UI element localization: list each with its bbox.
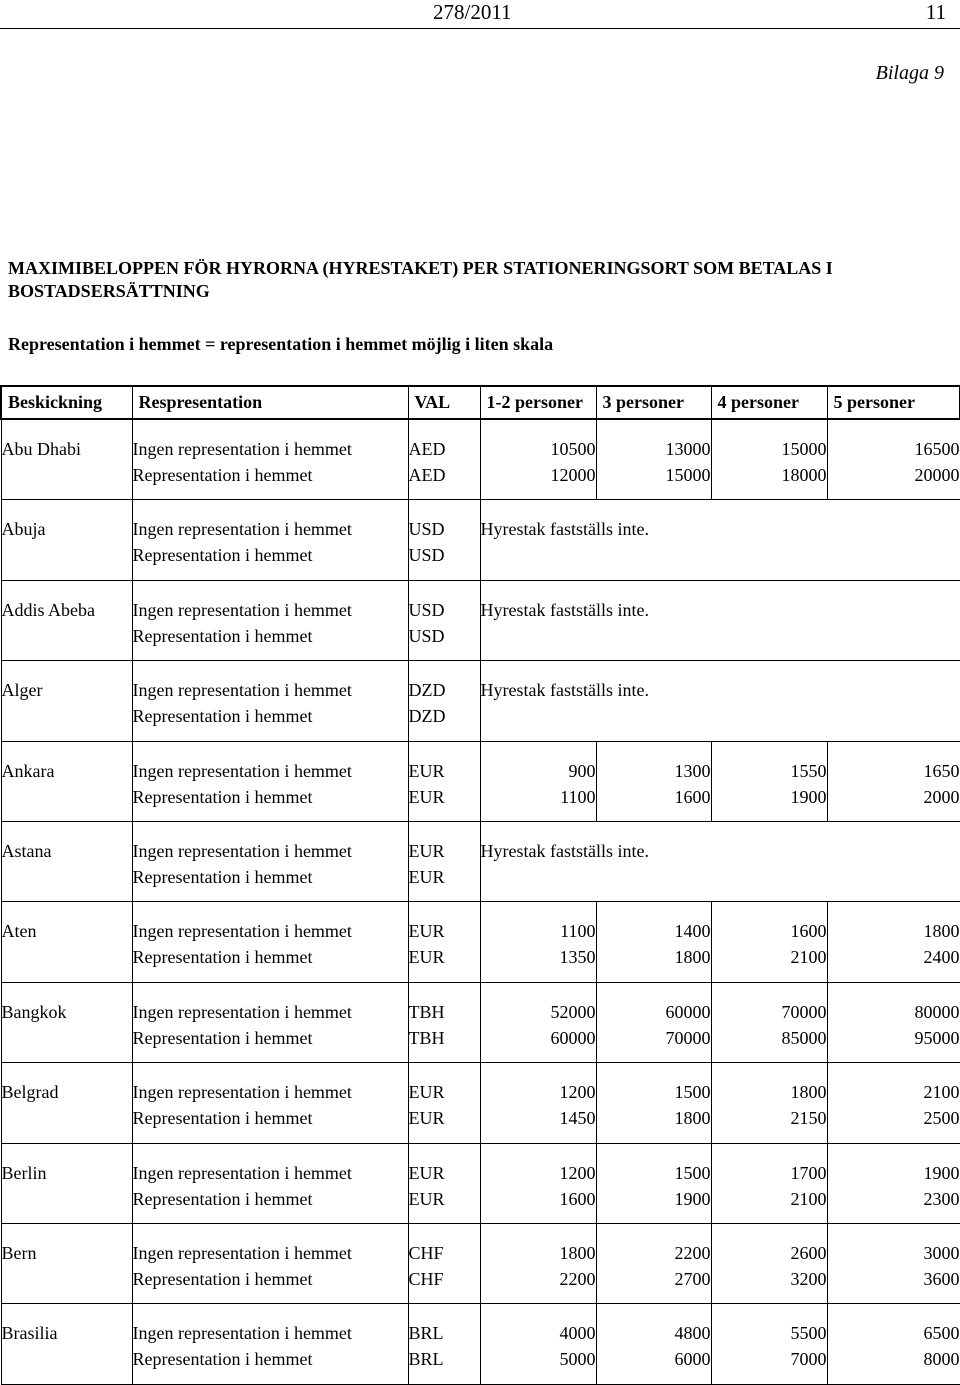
currency-cell-line: EUR: [408, 921, 445, 942]
currency-cell: [408, 982, 480, 1062]
mission-cell-line: Astana: [1, 840, 52, 861]
rent-cap-table: [0, 385, 960, 1385]
mission-cell-line: Abuja: [1, 519, 46, 540]
rent-5-persons: [827, 1223, 960, 1303]
currency-cell: [408, 1063, 480, 1143]
rent-5-persons-line: 3600: [923, 1268, 960, 1289]
rent-3-persons: [596, 1143, 711, 1223]
rent-3-persons-line: 1500: [674, 1162, 711, 1183]
rent-1-2-persons: [480, 1143, 596, 1223]
mission-cell: [1, 419, 132, 500]
currency-cell-line: EUR: [408, 760, 445, 781]
rent-cap-note: [480, 661, 960, 741]
rent-5-persons-line: 1900: [923, 1162, 960, 1183]
rent-4-persons-line: 2600: [790, 1242, 827, 1263]
rent-5-persons: [827, 1304, 960, 1384]
table-row: [1, 982, 960, 1062]
rent-3-persons: [596, 1304, 711, 1384]
representation-cell-line: Ingen representation i hemmet: [132, 1242, 352, 1263]
rent-3-persons-line: 2700: [674, 1268, 711, 1289]
currency-cell: [408, 1223, 480, 1303]
currency-cell-line: BRL: [408, 1323, 444, 1344]
rent-4-persons-line: 7000: [790, 1349, 827, 1370]
rent-4-persons-line: 2100: [790, 947, 827, 968]
rent-1-2-persons: [480, 1304, 596, 1384]
rent-4-persons-line: 1550: [790, 760, 827, 781]
representation-cell-line: Representation i hemmet: [132, 706, 313, 727]
currency-cell: [408, 821, 480, 901]
mission-cell-line: Addis Abeba: [1, 599, 95, 620]
rent-1-2-persons: [480, 1063, 596, 1143]
currency-cell-line: EUR: [408, 1188, 445, 1209]
table-row: [1, 1223, 960, 1303]
currency-cell-line: EUR: [408, 786, 445, 807]
rent-4-persons: [711, 1223, 827, 1303]
rent-1-2-persons-line: 1100: [560, 786, 596, 807]
rent-3-persons-line: 1500: [674, 1082, 711, 1103]
mission-cell: [1, 1304, 132, 1384]
representation-cell-line: Ingen representation i hemmet: [132, 760, 352, 781]
mission-cell-line: Bern: [1, 1242, 37, 1263]
representation-cell: [132, 661, 408, 741]
rent-3-persons-line: 1300: [674, 760, 711, 781]
table-body: [1, 419, 960, 1384]
rent-4-persons: [711, 1063, 827, 1143]
rent-5-persons-line: 2300: [923, 1188, 960, 1209]
rent-4-persons: [711, 902, 827, 982]
rent-3-persons: [596, 902, 711, 982]
rent-5-persons-line: 3000: [923, 1242, 960, 1263]
rent-1-2-persons-line: 5000: [559, 1349, 596, 1370]
rent-1-2-persons: [480, 1223, 596, 1303]
column-header-representation: Respresentation: [132, 386, 408, 419]
rent-5-persons-line: 1800: [923, 921, 960, 942]
rent-3-persons-line: 1800: [674, 947, 711, 968]
representation-cell-line: Ingen representation i hemmet: [132, 1323, 352, 1344]
currency-cell-line: USD: [408, 599, 445, 620]
rent-1-2-persons: [480, 419, 596, 500]
rent-5-persons: [827, 1143, 960, 1223]
representation-cell-line: Ingen representation i hemmet: [132, 519, 352, 540]
representation-cell-line: Representation i hemmet: [132, 1188, 313, 1209]
representation-cell-line: Representation i hemmet: [132, 465, 313, 485]
rent-4-persons: [711, 982, 827, 1062]
rent-3-persons-line: 1900: [674, 1188, 711, 1209]
representation-cell: [132, 1143, 408, 1223]
mission-cell: [1, 500, 132, 580]
currency-cell-line: EUR: [408, 947, 445, 968]
page-subtitle: Representation i hemmet = representation i hemmet möjlig i liten skala: [8, 334, 554, 354]
mission-cell: [1, 902, 132, 982]
representation-cell-line: Representation i hemmet: [132, 625, 313, 646]
rent-5-persons-line: 80000: [914, 1001, 960, 1022]
page-title: MAXIMIBELOPPEN FÖR HYRORNA (HYRESTAKET) PER STATIONERINGSORT SOM BETALAS I BOSTADSERSÄTTNING: [8, 258, 833, 301]
currency-cell-line: EUR: [408, 1162, 445, 1183]
rent-4-persons-line: 5500: [790, 1323, 827, 1344]
representation-cell-line: Representation i hemmet: [132, 786, 313, 807]
representation-cell-line: Ingen representation i hemmet: [132, 921, 352, 942]
rent-3-persons-line: 4800: [674, 1323, 711, 1344]
representation-cell-line: Representation i hemmet: [132, 1349, 313, 1370]
currency-cell-line: DZD: [408, 680, 446, 701]
rent-3-persons-line: 60000: [665, 1001, 711, 1022]
table-header-row: [1, 386, 960, 419]
rent-3-persons-line: 1400: [674, 921, 711, 942]
currency-cell-line: AED: [408, 439, 446, 459]
mission-cell: [1, 982, 132, 1062]
rent-3-persons-line: 70000: [665, 1027, 711, 1048]
rent-4-persons-line: 70000: [781, 1001, 827, 1022]
table-row: [1, 580, 960, 660]
representation-cell: [132, 580, 408, 660]
rent-1-2-persons-line: 1350: [559, 947, 596, 968]
column-header-mission: Beskickning: [1, 386, 132, 419]
rent-1-2-persons-line: 1600: [559, 1188, 596, 1209]
rent-1-2-persons-line: 1200: [559, 1082, 596, 1103]
rent-cap-note-line: Hyrestak fastställs inte.: [480, 599, 649, 620]
mission-cell-line: Ankara: [1, 760, 55, 781]
currency-cell: [408, 741, 480, 821]
rent-3-persons: [596, 1223, 711, 1303]
rent-4-persons: [711, 1304, 827, 1384]
rent-1-2-persons-line: 60000: [550, 1027, 596, 1048]
column-header-3-persons: 3 personer: [596, 386, 711, 419]
currency-cell: [408, 500, 480, 580]
rent-4-persons-line: 1900: [790, 786, 827, 807]
rent-4-persons-line: 1600: [790, 921, 827, 942]
rent-1-2-persons-line: 4000: [559, 1323, 596, 1344]
rent-1-2-persons-line: 52000: [550, 1001, 596, 1022]
representation-cell: [132, 419, 408, 500]
currency-cell-line: TBH: [408, 1001, 445, 1022]
currency-cell: [408, 902, 480, 982]
representation-cell: [132, 500, 408, 580]
mission-cell-line: Belgrad: [1, 1082, 59, 1103]
rent-3-persons: [596, 741, 711, 821]
currency-cell: [408, 580, 480, 660]
mission-cell-line: Abu Dhabi: [1, 439, 81, 459]
currency-cell-line: CHF: [408, 1268, 444, 1289]
rent-5-persons-line: 2400: [923, 947, 960, 968]
rent-1-2-persons-line: 900: [568, 760, 596, 781]
table-row: [1, 1143, 960, 1223]
currency-cell-line: USD: [408, 519, 445, 540]
table-row: [1, 1063, 960, 1143]
rent-3-persons-line: 6000: [674, 1349, 711, 1370]
currency-cell: [408, 661, 480, 741]
rent-5-persons: [827, 902, 960, 982]
currency-cell: [408, 1304, 480, 1384]
rent-1-2-persons-line: 1200: [559, 1162, 596, 1183]
representation-cell: [132, 1304, 408, 1384]
rent-cap-note-line: Hyrestak fastställs inte.: [480, 519, 649, 540]
rent-5-persons-line: 6500: [923, 1323, 960, 1344]
representation-cell-line: Ingen representation i hemmet: [132, 1162, 352, 1183]
currency-cell: [408, 1143, 480, 1223]
column-header-1-2-persons: 1-2 personer: [480, 386, 596, 419]
representation-cell-line: Representation i hemmet: [132, 1268, 313, 1289]
representation-cell: [132, 902, 408, 982]
representation-cell: [132, 982, 408, 1062]
rent-1-2-persons-line: 1450: [559, 1108, 596, 1129]
rent-4-persons-line: 2150: [790, 1108, 827, 1129]
rent-3-persons-line: 1800: [674, 1108, 711, 1129]
representation-cell-line: Ingen representation i hemmet: [132, 1001, 352, 1022]
column-header-4-persons: 4 personer: [711, 386, 827, 419]
rent-4-persons: [711, 1143, 827, 1223]
currency-cell-line: CHF: [408, 1242, 444, 1263]
table-row: [1, 741, 960, 821]
rent-3-persons-line: 15000: [665, 465, 711, 485]
rent-4-persons-line: 18000: [781, 465, 827, 485]
mission-cell-line: Alger: [1, 680, 43, 701]
representation-cell-line: Representation i hemmet: [132, 866, 313, 887]
mission-cell: [1, 580, 132, 660]
rent-3-persons: [596, 1063, 711, 1143]
rent-cap-note: [480, 580, 960, 660]
mission-cell: [1, 1223, 132, 1303]
currency-cell: [408, 419, 480, 500]
mission-cell: [1, 1143, 132, 1223]
representation-cell-line: Ingen representation i hemmet: [132, 1082, 352, 1103]
currency-cell-line: EUR: [408, 866, 445, 887]
column-header-5-persons: 5 personer: [827, 386, 960, 419]
rent-5-persons-line: 16500: [914, 439, 960, 459]
representation-cell: [132, 821, 408, 901]
rent-1-2-persons-line: 1800: [559, 1242, 596, 1263]
rent-1-2-persons: [480, 982, 596, 1062]
mission-cell-line: Brasilia: [1, 1323, 58, 1344]
mission-cell-line: Aten: [1, 921, 37, 942]
rent-5-persons-line: 20000: [914, 465, 960, 485]
mission-cell-line: Bangkok: [1, 1001, 67, 1022]
rent-cap-note-line: Hyrestak fastställs inte.: [480, 680, 649, 701]
currency-cell-line: EUR: [408, 840, 445, 861]
rent-4-persons-line: 2100: [790, 1188, 827, 1209]
rent-4-persons-line: 1800: [790, 1082, 827, 1103]
column-header-currency: VAL: [408, 386, 480, 419]
mission-cell: [1, 741, 132, 821]
table-row: [1, 821, 960, 901]
representation-cell-line: Representation i hemmet: [132, 947, 313, 968]
currency-cell-line: AED: [408, 465, 446, 485]
rent-5-persons-line: 8000: [923, 1349, 960, 1370]
representation-cell: [132, 741, 408, 821]
document-number: 278/2011: [433, 0, 512, 24]
rent-4-persons-line: 1700: [790, 1162, 827, 1183]
appendix-label: Bilaga 9: [875, 62, 944, 84]
rent-5-persons-line: 2500: [923, 1108, 960, 1129]
rent-1-2-persons-line: 12000: [550, 465, 596, 485]
rent-5-persons-line: 1650: [923, 760, 960, 781]
rent-4-persons: [711, 741, 827, 821]
mission-cell: [1, 661, 132, 741]
currency-cell-line: USD: [408, 545, 445, 566]
rent-5-persons-line: 2100: [923, 1082, 960, 1103]
rent-4-persons-line: 85000: [781, 1027, 827, 1048]
rent-3-persons: [596, 419, 711, 500]
representation-cell-line: Representation i hemmet: [132, 1108, 313, 1129]
currency-cell-line: TBH: [408, 1027, 445, 1048]
rent-1-2-persons-line: 2200: [559, 1268, 596, 1289]
rent-3-persons-line: 2200: [674, 1242, 711, 1263]
rent-5-persons: [827, 741, 960, 821]
table-row: [1, 902, 960, 982]
table-row: [1, 419, 960, 500]
mission-cell: [1, 1063, 132, 1143]
rent-3-persons-line: 13000: [665, 439, 711, 459]
rent-5-persons-line: 95000: [914, 1027, 960, 1048]
rent-5-persons: [827, 419, 960, 500]
rent-3-persons: [596, 982, 711, 1062]
representation-cell-line: Ingen representation i hemmet: [132, 680, 352, 701]
rent-cap-note-line: Hyrestak fastställs inte.: [480, 840, 649, 861]
rent-1-2-persons-line: 1100: [560, 921, 596, 942]
currency-cell-line: EUR: [408, 1108, 445, 1129]
currency-cell-line: DZD: [408, 706, 446, 727]
representation-cell-line: Ingen representation i hemmet: [132, 599, 352, 620]
rent-4-persons: [711, 419, 827, 500]
rent-3-persons-line: 1600: [674, 786, 711, 807]
table-row: [1, 661, 960, 741]
table-row: [1, 1304, 960, 1384]
rent-5-persons: [827, 982, 960, 1062]
rent-4-persons-line: 3200: [790, 1268, 827, 1289]
rent-1-2-persons-line: 10500: [550, 439, 596, 459]
currency-cell-line: USD: [408, 625, 445, 646]
page-number: 11: [925, 0, 946, 24]
representation-cell-line: Ingen representation i hemmet: [132, 840, 352, 861]
currency-cell-line: EUR: [408, 1082, 445, 1103]
page-header: [0, 0, 960, 29]
mission-cell: [1, 821, 132, 901]
rent-1-2-persons: [480, 741, 596, 821]
rent-5-persons: [827, 1063, 960, 1143]
rent-cap-note: [480, 821, 960, 901]
rent-4-persons-line: 15000: [781, 439, 827, 459]
representation-cell: [132, 1223, 408, 1303]
currency-cell-line: BRL: [408, 1349, 444, 1370]
representation-cell-line: Representation i hemmet: [132, 545, 313, 566]
rent-5-persons-line: 2000: [923, 786, 960, 807]
mission-cell-line: Berlin: [1, 1162, 47, 1183]
representation-cell-line: Ingen representation i hemmet: [132, 439, 352, 459]
rent-cap-note: [480, 500, 960, 580]
representation-cell: [132, 1063, 408, 1143]
representation-cell-line: Representation i hemmet: [132, 1027, 313, 1048]
table-row: [1, 500, 960, 580]
rent-1-2-persons: [480, 902, 596, 982]
